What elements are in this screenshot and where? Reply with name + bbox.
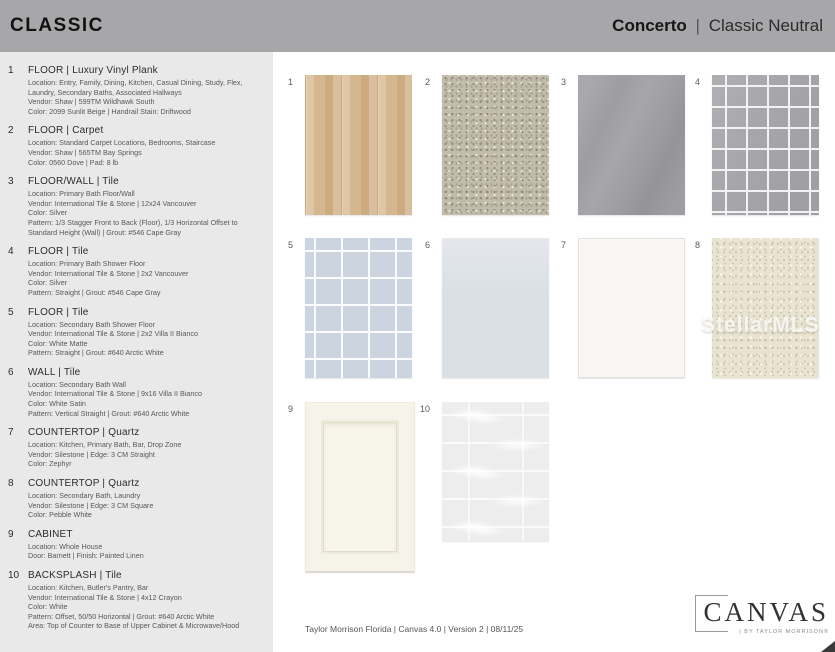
spec-body (28, 65, 263, 116)
spec-detail: Location: Primary Bath Shower Floor (28, 259, 146, 269)
spec-detail: Color: Silver (28, 278, 68, 288)
spec-detail: Pattern: Offset, 50/50 Horizontal | Grout: #640 Arctic White (28, 611, 215, 621)
scheme-separator: | (695, 16, 700, 35)
scheme-series: Concerto (612, 16, 687, 35)
spec-item (8, 176, 263, 237)
corner-artifact (821, 641, 835, 652)
stellar-mls-watermark: StellarMLS (701, 314, 820, 337)
swatch-tile-2x2-villa-ii-bianco (305, 238, 412, 378)
cabinet-door-panel (321, 420, 399, 554)
swatch-luxury-vinyl-plank (305, 75, 412, 215)
canvas-logo-text: CANVAS (703, 597, 829, 627)
spec-title: FLOOR | Luxury Vinyl Plank (28, 65, 158, 76)
spec-detail: Location: Kitchen, Butler's Pantry, Bar (28, 583, 149, 592)
spec-detail: Color: White Matte (28, 338, 88, 348)
spec-detail: Location: Primary Bath Floor/Wall (28, 189, 135, 199)
spec-detail: Color: White Satin (28, 399, 86, 409)
spec-body (28, 367, 263, 418)
spec-detail: Area: Top of Counter to Base of Upper Cabinet & Microwave/Hood (28, 621, 240, 631)
spec-body (28, 125, 263, 167)
swatch-quartz-pebble-white (712, 238, 819, 378)
spec-detail: Pattern: Straight | Grout: #546 Cape Gray (28, 287, 161, 297)
spec-body (28, 529, 263, 561)
spec-detail: Pattern: Vertical Straight | Grout: #640 Arctic White (28, 408, 190, 418)
spec-item (8, 307, 263, 358)
spec-detail: Location: Standard Carpet Locations, Bedrooms, Staircase (28, 138, 216, 148)
spec-number: 8 (8, 478, 14, 490)
swatch-backsplash-crayon (442, 402, 549, 541)
swatch-number: 8 (694, 240, 700, 250)
spec-detail: Location: Secondary Bath, Laundry (28, 491, 141, 501)
spec-sidebar (0, 52, 273, 652)
spec-title: COUNTERTOP | Quartz (28, 427, 140, 439)
spec-number: 2 (8, 125, 14, 137)
spec-detail: Vendor: Shaw | 599TM Wildhawk South (28, 97, 155, 107)
spec-detail: Location: Kitchen, Primary Bath, Bar, Drop Zone (28, 440, 182, 450)
swatch-tile-9x16-villa-ii-bianco (442, 238, 549, 378)
spec-number: 1 (8, 65, 14, 76)
spec-detail: Door: Barnett | Finish: Painted Linen (28, 551, 144, 561)
spec-number: 5 (8, 306, 14, 318)
spec-detail: Vendor: International Tile & Stone | 9x16 Villa II Bianco (28, 389, 202, 399)
spec-item (8, 125, 263, 167)
spec-detail: Location: Entry, Family, Dining, Kitchen, Casual Dining, Study, Flex, Laundry, Secondary Baths, Associated Hallways (28, 78, 243, 97)
spec-number: 7 (8, 427, 14, 439)
spec-detail: Color: White (28, 602, 68, 612)
spec-number: 4 (8, 246, 14, 258)
swatch-number: 3 (560, 77, 566, 87)
spec-detail: Location: Secondary Bath Shower Floor (28, 319, 156, 329)
swatch-number: 2 (424, 77, 430, 87)
spec-title: CABINET (28, 528, 73, 540)
spec-body (28, 307, 263, 358)
spec-detail: Vendor: International Tile & Stone | 12x24 Vancouver (28, 198, 197, 208)
collection-title: CLASSIC (10, 15, 104, 36)
spec-body (28, 246, 263, 297)
spec-body (28, 570, 263, 631)
swatch-number: 10 (419, 404, 430, 414)
spec-body (28, 176, 263, 237)
canvas-logo (703, 597, 829, 635)
swatch-number: 4 (694, 77, 700, 87)
canvas-logo-wrap (703, 597, 829, 627)
scheme-title (612, 16, 823, 36)
spec-detail: Vendor: Silestone | Edge: 3 CM Square (28, 500, 154, 510)
spec-title: FLOOR | Carpet (28, 125, 104, 137)
swatch-number: 1 (287, 77, 293, 87)
cabinet-door-shadow (306, 571, 414, 574)
header (0, 0, 835, 52)
spec-title: FLOOR | Tile (28, 246, 89, 258)
spec-detail: Pattern: Straight | Grout: #640 Arctic White (28, 348, 164, 358)
spec-detail: Color: Pebble White (28, 510, 92, 520)
spec-detail: Color: 2099 Sunlit Beige | Handrail Stain: Driftwood (28, 106, 191, 116)
spec-detail: Color: Silver (28, 208, 68, 218)
spec-detail: Color: Zephyr (28, 459, 72, 469)
canvas-logo-bracket-icon (695, 595, 728, 632)
spec-item (8, 478, 263, 520)
spec-detail: Location: Whole House (28, 541, 103, 551)
swatch-carpet (442, 75, 549, 215)
spec-title: FLOOR/WALL | Tile (28, 176, 119, 188)
canvas-logo-subtitle: | BY TAYLOR MORRISON® (739, 629, 829, 635)
spec-title: COUNTERTOP | Quartz (28, 478, 140, 490)
spec-detail: Vendor: International Tile & Stone | 4x12 Crayon (28, 592, 182, 602)
spec-detail: Vendor: International Tile & Stone | 2x2 Vancouver (28, 268, 189, 278)
spec-detail: Vendor: Shaw | 565TM Bay Springs (28, 147, 142, 157)
spec-number: 3 (8, 176, 14, 188)
swatch-tile-12x24-vancouver (578, 75, 685, 215)
spec-detail: Vendor: International Tile & Stone | 2x2 Villa II Bianco (28, 329, 198, 339)
spec-title: BACKSPLASH | Tile (28, 570, 122, 581)
spec-detail: Location: Secondary Bath Wall (28, 379, 127, 389)
footer-attribution: Taylor Morrison Florida | Canvas 4.0 | Version 2 | 08/11/25 (305, 624, 524, 634)
swatch-quartz-zephyr (578, 238, 685, 378)
spec-title: WALL | Tile (28, 366, 81, 378)
spec-item (8, 367, 263, 418)
spec-body (28, 427, 263, 469)
spec-number: 9 (8, 528, 14, 540)
spec-item (8, 65, 263, 116)
spec-list (8, 65, 263, 631)
spec-item (8, 529, 263, 561)
spec-item (8, 427, 263, 469)
swatch-board (273, 52, 835, 652)
swatch-cabinet-door (305, 402, 415, 572)
swatch-number: 7 (560, 240, 566, 250)
spec-detail: Vendor: Silestone | Edge: 3 CM Straight (28, 449, 155, 459)
spec-number: 10 (8, 570, 20, 581)
spec-number: 6 (8, 366, 14, 378)
scheme-name: Classic Neutral (708, 16, 823, 35)
spec-detail: Color: 0560 Dove | Pad: 8 lb (28, 157, 119, 167)
swatch-number: 5 (287, 240, 293, 250)
spec-title: FLOOR | Tile (28, 306, 89, 318)
spec-item (8, 570, 263, 631)
spec-body (28, 478, 263, 520)
spec-item (8, 246, 263, 297)
swatch-number: 9 (287, 404, 293, 414)
spec-detail: Pattern: 1/3 Stagger Front to Back (Floor), 1/3 Horizontal Offset to Standard Height (Wall) | Grout: #546 Cape Gray (28, 217, 238, 237)
swatch-tile-2x2-vancouver (712, 75, 819, 215)
swatch-number: 6 (424, 240, 430, 250)
